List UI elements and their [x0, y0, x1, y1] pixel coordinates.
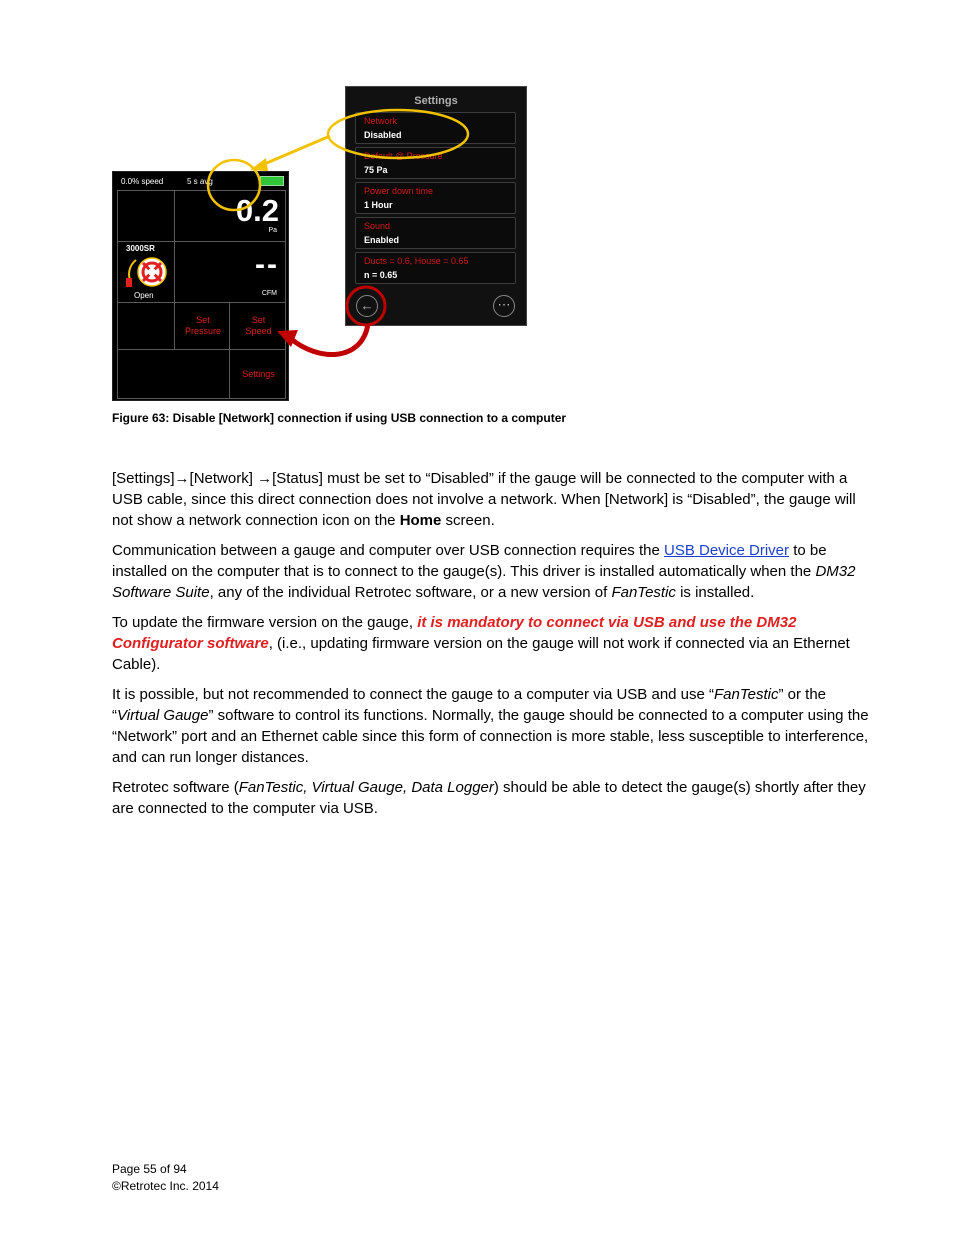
device-name: 3000SR [126, 244, 155, 253]
page-footer [112, 1161, 219, 1195]
paragraph-3 [112, 612, 872, 675]
text-span: To update the firmware version on the gauge, [112, 614, 418, 631]
yellow-arrow-line [262, 136, 330, 165]
set-pressure-line2: Pressure [184, 326, 221, 336]
copyright: ©Retrotec Inc. 2014 [112, 1179, 219, 1193]
pressure-value: 0.2 [235, 193, 279, 228]
paragraph-5 [112, 777, 872, 819]
paragraph-2 [112, 540, 872, 603]
status-highlight-ellipse [208, 160, 260, 210]
paragraph-1 [112, 468, 872, 531]
row-label: Default @ Pressure [364, 151, 443, 161]
yellow-arrowhead [250, 158, 268, 171]
text-span: , (i.e., updating firmware version on the gauge will not work if connected via an Ethernet Cable). [112, 635, 850, 673]
text-span: ” software to control its functions. Normally, the gauge should be connected to a computer using the “Network” port and an Ethernet cable since this form of connection is more stable, less susceptible to interference, and can run longer distances. [112, 707, 869, 766]
settings-title: Settings [414, 95, 458, 107]
row-label: Power down time [364, 186, 434, 196]
row-value: n = 0.65 [364, 270, 398, 280]
set-speed-line1: Set [251, 315, 266, 325]
usb-device-driver-link[interactable]: USB Device Driver [664, 542, 790, 559]
row-value: 75 Pa [364, 165, 388, 175]
flow-value: -- [255, 248, 279, 281]
page-number: Page 55 of 94 [112, 1162, 187, 1176]
text-span: It is possible, but not recommended to connect the gauge to a computer via USB and use “ [112, 686, 715, 703]
text-span: , any of the individual Retrotec software, or a new version of [209, 584, 612, 601]
set-speed-line2: Speed [245, 326, 272, 336]
pressure-unit: Pa [268, 227, 277, 234]
back-button-highlight [347, 287, 385, 325]
row-label: Sound [364, 221, 391, 231]
speed-status: 0.0% speed [121, 177, 164, 186]
row-label: Ducts = 0.6, House = 0.65 [364, 256, 469, 266]
text-span: ) should be able to detect the gauge(s) shortly after they are connected to the computer via USB. [112, 779, 866, 817]
annotation-overlay [0, 0, 954, 405]
network-highlight-ellipse [328, 110, 468, 158]
row-value: Disabled [364, 130, 402, 140]
text-italic: FanTestic [714, 686, 779, 703]
text-span: ” or the “ [112, 686, 827, 724]
row-value: 1 Hour [364, 200, 393, 210]
arrow-right-icon: → [174, 470, 190, 487]
back-arrow-icon[interactable]: ← [356, 295, 378, 317]
text-italic: DM32 Software Suite [112, 563, 856, 601]
text-span: is installed. [675, 584, 755, 601]
red-callout-arrow [290, 324, 368, 355]
text-span: Retrotec software ( [112, 779, 239, 796]
row-label: Network [364, 116, 398, 126]
figure-caption: Figure 63: Disable [Network] connection if using USB connection to a computer [112, 411, 567, 425]
text-italic: Virtual Gauge [117, 707, 209, 724]
text-italic: FanTestic [611, 584, 676, 601]
text-span: Communication between a gauge and computer over USB connection requires the [112, 542, 664, 559]
avg-status: 5 s avg [187, 177, 213, 186]
text-screen: screen. [441, 512, 495, 529]
flow-unit: CFM [261, 290, 277, 297]
more-options-icon[interactable]: ⋯ [493, 295, 515, 317]
settings-button-label: Settings [242, 369, 275, 379]
text-italic: FanTestic, Virtual Gauge, Data Logger [238, 779, 494, 796]
text-status: [Status] must be set to “Disabled” if the gauge will be connected to the computer with a USB cable, since this direct connection does not involve a network. When [Network] is “Disabled”, the gauge will not show a network connection icon on the [112, 470, 856, 529]
figure-63 [0, 0, 954, 405]
paragraph-4 [112, 684, 872, 768]
arrow-right-icon: → [257, 470, 273, 487]
set-pressure-line1: Set [196, 315, 210, 325]
text-span: to be installed on the computer that is to connect to the gauge(s). This driver is installed automatically when the [112, 542, 827, 580]
text-home-bold: Home [399, 512, 442, 529]
mandatory-warning-text: it is mandatory to connect via USB and use the DM32 Configurator software [112, 614, 797, 652]
text-settings: [Settings] [112, 470, 175, 487]
device-state: Open [134, 291, 154, 300]
row-value: Enabled [364, 235, 400, 245]
text-network: [Network] [189, 470, 258, 487]
